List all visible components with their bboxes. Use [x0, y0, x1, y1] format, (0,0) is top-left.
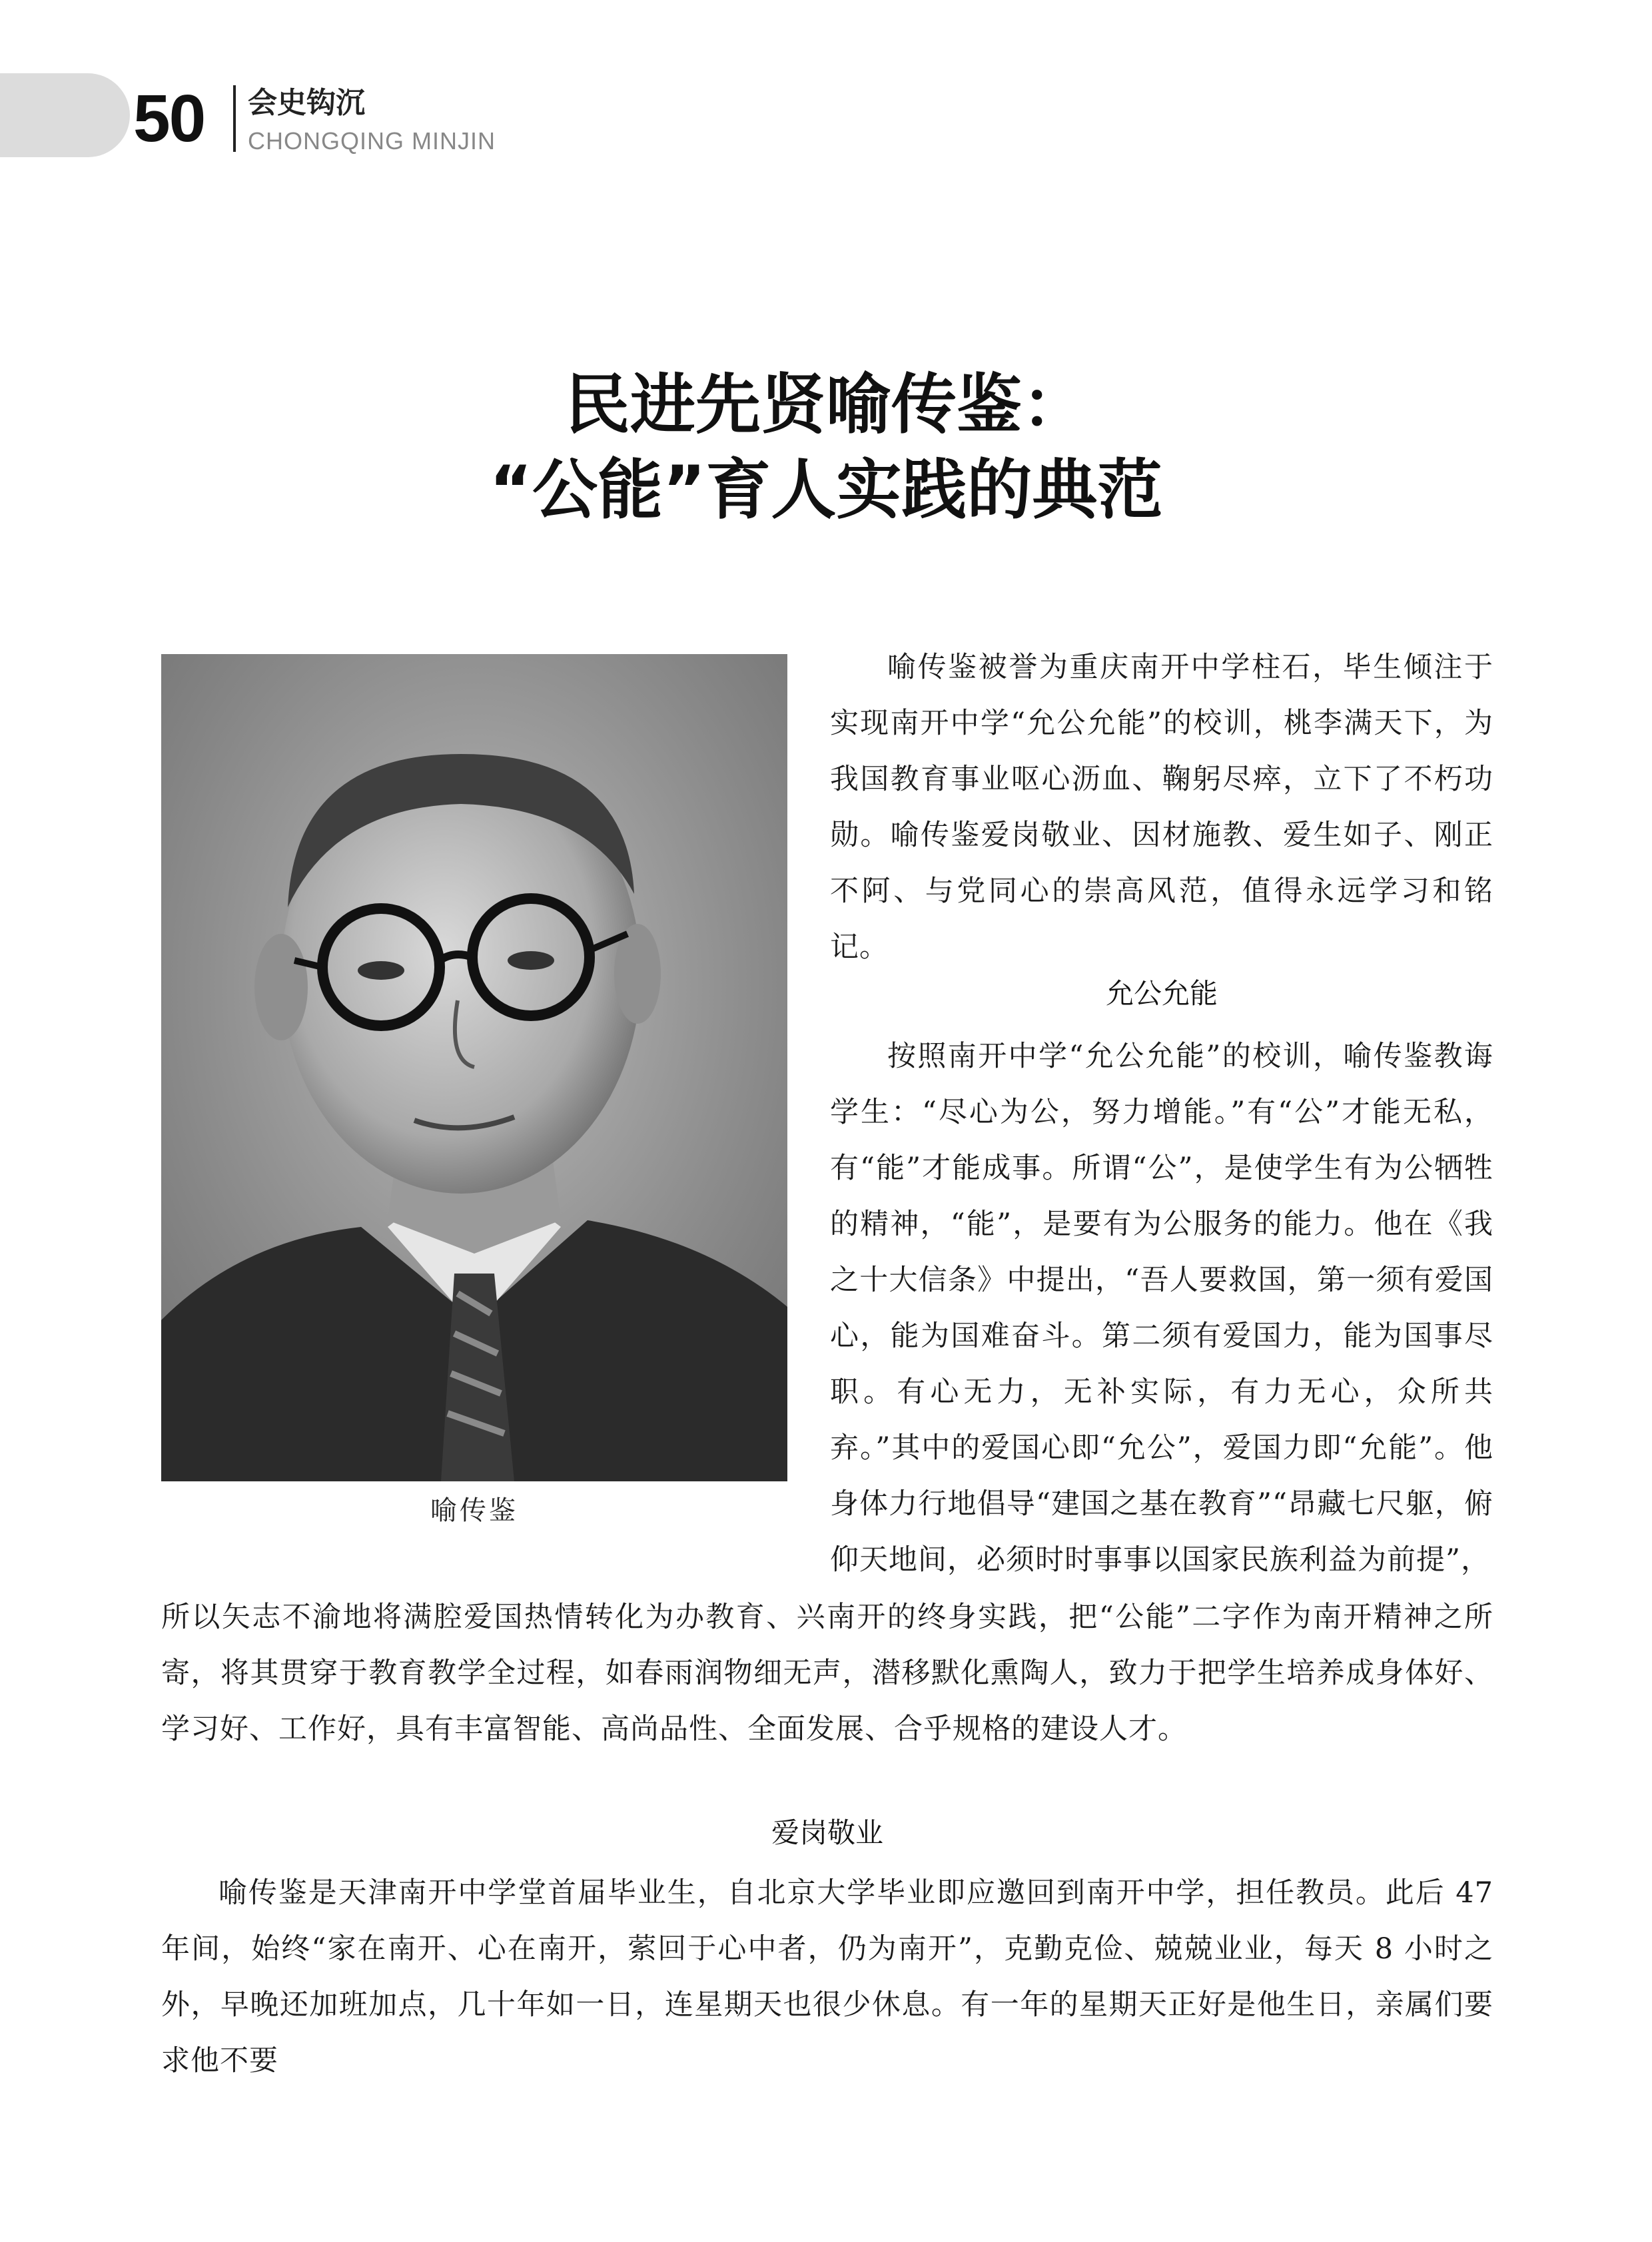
intro-line: 为我国教育事业呕心沥血、鞠躬尽瘁，立下了不朽 — [830, 707, 1493, 796]
header-divider — [233, 85, 236, 152]
page-number: 50 — [133, 81, 205, 156]
section1-column-paragraph — [830, 1028, 1493, 1588]
photo-caption: 喻传鉴 — [430, 1495, 518, 1526]
section1-line: 有“能”才能成事。所谓“公”，是使学生有为公牺 — [830, 1152, 1464, 1185]
section1-full-line: 工作好，具有丰富智能、高尚品性、全面发展、合乎规格的建设人才。 — [278, 1712, 1187, 1746]
section1-line: 其中的爱国心即“允公”，爱国力即“允能”。他身 — [830, 1431, 1494, 1521]
section2-line: 始终“家在南开、心在南开，萦回于心中者，仍为南开”，克勤克俭、兢兢业业，每天 8 小时之外，早晚 — [161, 1932, 1494, 2022]
article-title-line-2: “公能”育人实践的典范 — [489, 452, 1163, 528]
section2-paragraph — [161, 1865, 1493, 2089]
article-title-line-1: 民进先贤喻传鉴： — [564, 367, 1087, 443]
section-heading-yungong-yuneng: 允公允能 — [1105, 977, 1218, 1010]
section1-line: 仰天地间，必须时时事事以国家民族利益为前提”， — [830, 1543, 1490, 1577]
section1-full-paragraph — [161, 1589, 1493, 1757]
section2-line: 喻传鉴是天津南开中学堂首届毕业生，自北京大学毕业即应邀回到南开中学，担任教员。此后 47 年间， — [161, 1876, 1493, 1966]
section-heading-aigang-jingye: 爱岗敬业 — [771, 1816, 883, 1849]
intro-line: 功勋。喻传鉴爱岗敬业、因材施教、爱生如子、刚 — [830, 763, 1493, 852]
section1-full-line: 所以矢志不渝地将满腔爱国热情转化为办教育、兴南开的终身实践，把“公能”二字作为南开精神之所寄， — [161, 1601, 1493, 1690]
section-name: 会史钩沉 — [248, 86, 365, 120]
section1-full-line: 将其贯穿于教育教学全过程，如春雨润物细无声，潜移默化熏陶人，致力于把学生培养成身体好、学习好、 — [161, 1657, 1494, 1746]
header-tab — [0, 73, 130, 157]
portrait-illustration — [161, 654, 787, 1481]
intro-line: 喻传鉴被誉为重庆南开中学柱石，毕生倾注于 — [887, 651, 1493, 684]
intro-line: 实现南开中学“允公允能”的校训，桃李满天下， — [830, 707, 1464, 740]
section1-line: 心，能为国难奋斗。第二须有爱国力，能为国事尽 — [830, 1319, 1493, 1353]
section1-line: 之十大信条》中提出，“吾人要救国，第一须有爱国 — [830, 1264, 1493, 1297]
section1-line: 诲学生：“尽心为公，努力增能。”有“公”才能无私， — [830, 1040, 1493, 1129]
section1-line: 体力行地倡导“建国之基在教育”“昂藏七尺躯，俯 — [859, 1487, 1493, 1521]
section2-line: 还加班加点，几十年如一日，连星期天也很少休息。有一年的星期天正好是他生日，亲属们要求他不要 — [161, 1988, 1494, 2077]
section1-line: 职。有心无力，无补实际，有力无心，众所共弃。” — [830, 1375, 1493, 1465]
portrait-photo — [161, 654, 787, 1481]
intro-line: 正不阿、与党同心的崇高风范，值得永远学习和铭记。 — [830, 819, 1493, 964]
intro-paragraph — [830, 639, 1493, 975]
section1-line: 按照南开中学“允公允能”的校训，喻传鉴教 — [887, 1040, 1464, 1073]
section-name-en: CHONGQING MINJIN — [248, 127, 496, 155]
section1-line: 牲的精神，“能”，是要有为公服务的能力。他在《我 — [830, 1152, 1493, 1241]
